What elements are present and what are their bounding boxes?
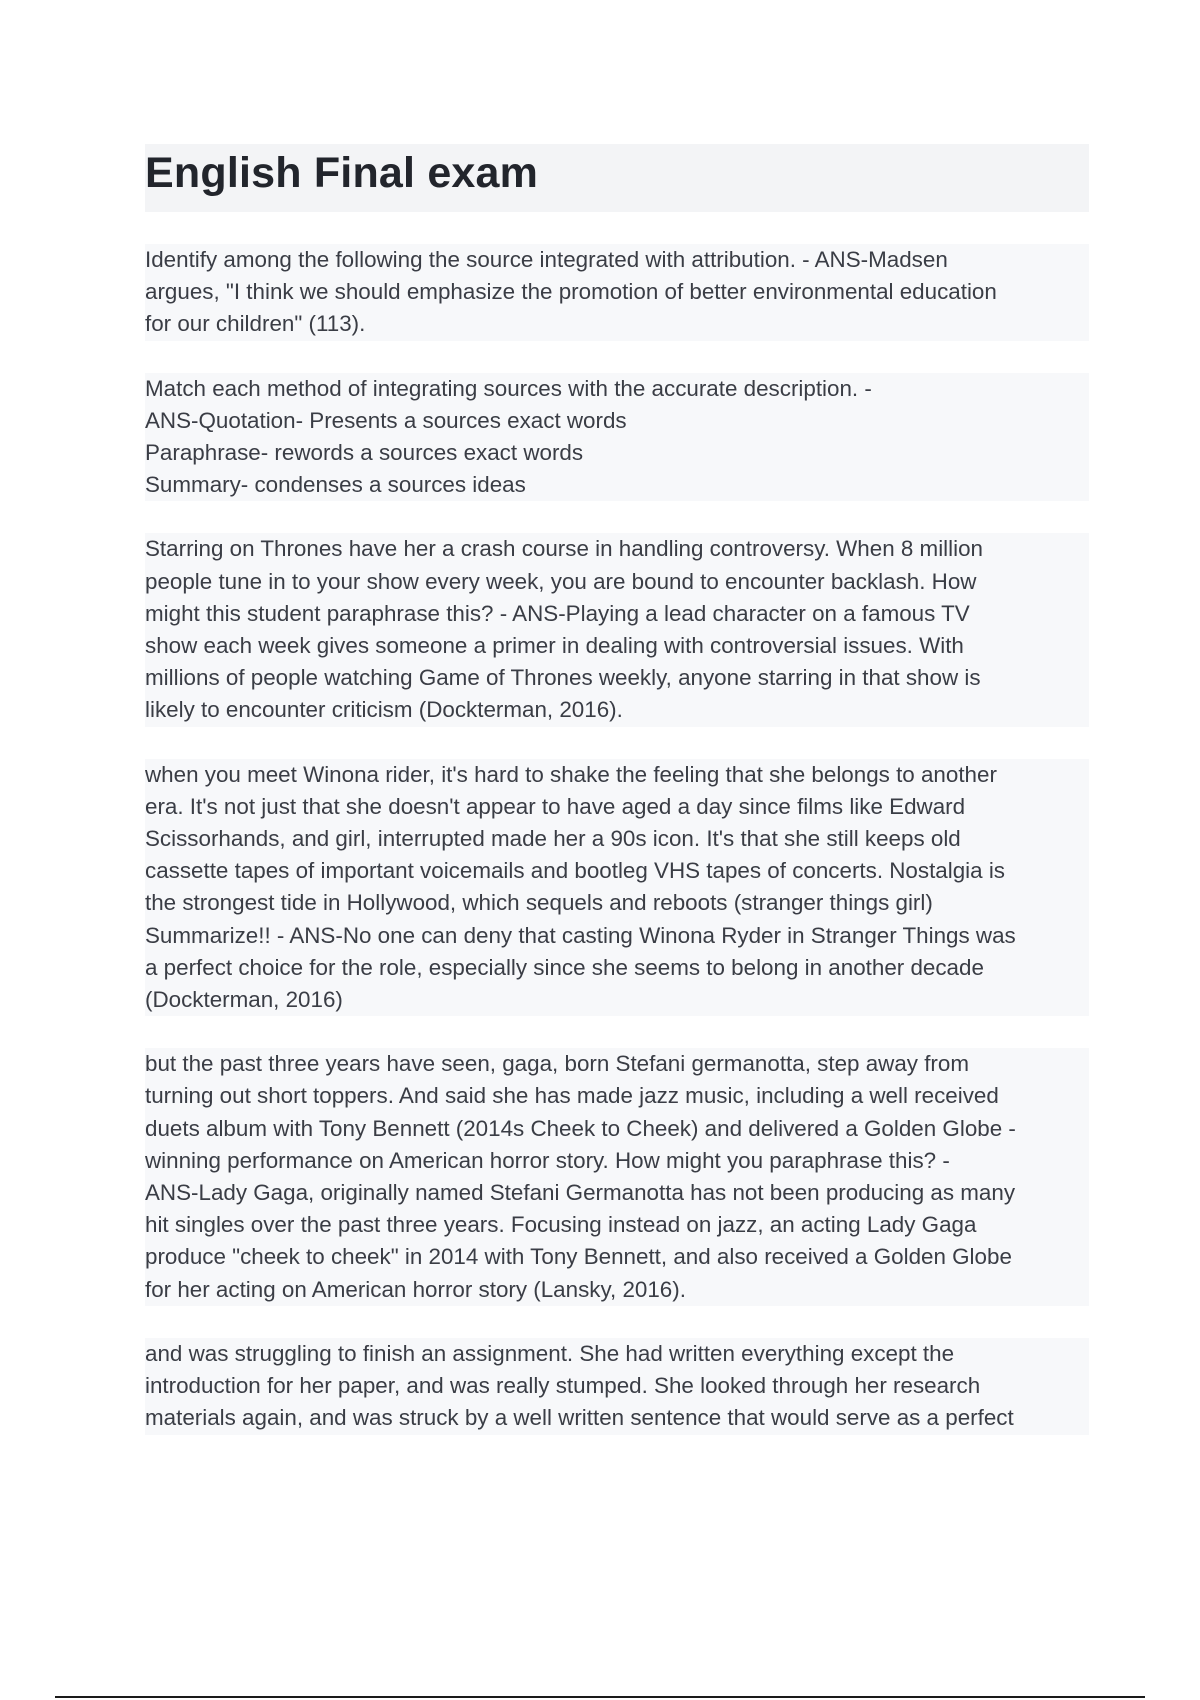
text-line: argues, "I think we should emphasize the promotion of better environmental education	[145, 276, 1089, 308]
text-line: Identify among the following the source integrated with attribution. - ANS-Madsen	[145, 244, 1089, 276]
text-line: but the past three years have seen, gaga, born Stefani germanotta, step away from	[145, 1048, 1089, 1080]
text-line: duets album with Tony Bennett (2014s Cheek to Cheek) and delivered a Golden Globe -	[145, 1113, 1089, 1145]
document-body	[145, 244, 1089, 1467]
paragraph-3	[145, 533, 1089, 726]
paragraph-2	[145, 373, 1089, 502]
text-line: Paraphrase- rewords a sources exact words	[145, 437, 1089, 469]
text-line: Summary- condenses a sources ideas	[145, 469, 1089, 501]
text-line: hit singles over the past three years. Focusing instead on jazz, an acting Lady Gaga	[145, 1209, 1089, 1241]
text-line: produce "cheek to cheek" in 2014 with Tony Bennett, and also received a Golden Globe	[145, 1241, 1089, 1273]
page-bottom-rule	[55, 1696, 1145, 1698]
text-line: cassette tapes of important voicemails and bootleg VHS tapes of concerts. Nostalgia is	[145, 855, 1089, 887]
paragraph-5	[145, 1048, 1089, 1306]
page-title: English Final exam	[145, 149, 539, 197]
text-line: Scissorhands, and girl, interrupted made her a 90s icon. It's that she still keeps old	[145, 823, 1089, 855]
text-line: when you meet Winona rider, it's hard to shake the feeling that she belongs to another	[145, 759, 1089, 791]
text-line: ANS-Lady Gaga, originally named Stefani Germanotta has not been producing as many	[145, 1177, 1089, 1209]
text-line: Starring on Thrones have her a crash course in handling controversy. When 8 million	[145, 533, 1089, 565]
text-line: (Dockterman, 2016)	[145, 984, 1089, 1016]
text-line: turning out short toppers. And said she has made jazz music, including a well received	[145, 1080, 1089, 1112]
text-line: a perfect choice for the role, especially since she seems to belong in another decade	[145, 952, 1089, 984]
text-line: for her acting on American horror story (Lansky, 2016).	[145, 1274, 1089, 1306]
text-line: likely to encounter criticism (Dockterman, 2016).	[145, 694, 1089, 726]
paragraph-6	[145, 1338, 1089, 1435]
text-line: ANS-Quotation- Presents a sources exact words	[145, 405, 1089, 437]
text-line: the strongest tide in Hollywood, which sequels and reboots (stranger things girl)	[145, 887, 1089, 919]
text-line: millions of people watching Game of Thrones weekly, anyone starring in that show is	[145, 662, 1089, 694]
text-line: Summarize!! - ANS-No one can deny that casting Winona Ryder in Stranger Things was	[145, 920, 1089, 952]
paragraph-4	[145, 759, 1089, 1017]
paragraph-1	[145, 244, 1089, 341]
text-line: introduction for her paper, and was really stumped. She looked through her research	[145, 1370, 1089, 1402]
text-line: materials again, and was struck by a well written sentence that would serve as a perfect	[145, 1402, 1089, 1434]
text-line: for our children" (113).	[145, 308, 1089, 340]
text-line: and was struggling to finish an assignment. She had written everything except the	[145, 1338, 1089, 1370]
text-line: people tune in to your show every week, you are bound to encounter backlash. How	[145, 566, 1089, 598]
text-line: might this student paraphrase this? - ANS-Playing a lead character on a famous TV	[145, 598, 1089, 630]
text-line: show each week gives someone a primer in dealing with controversial issues. With	[145, 630, 1089, 662]
text-line: era. It's not just that she doesn't appear to have aged a day since films like Edward	[145, 791, 1089, 823]
text-line: Match each method of integrating sources with the accurate description. -	[145, 373, 1089, 405]
text-line: winning performance on American horror story. How might you paraphrase this? -	[145, 1145, 1089, 1177]
